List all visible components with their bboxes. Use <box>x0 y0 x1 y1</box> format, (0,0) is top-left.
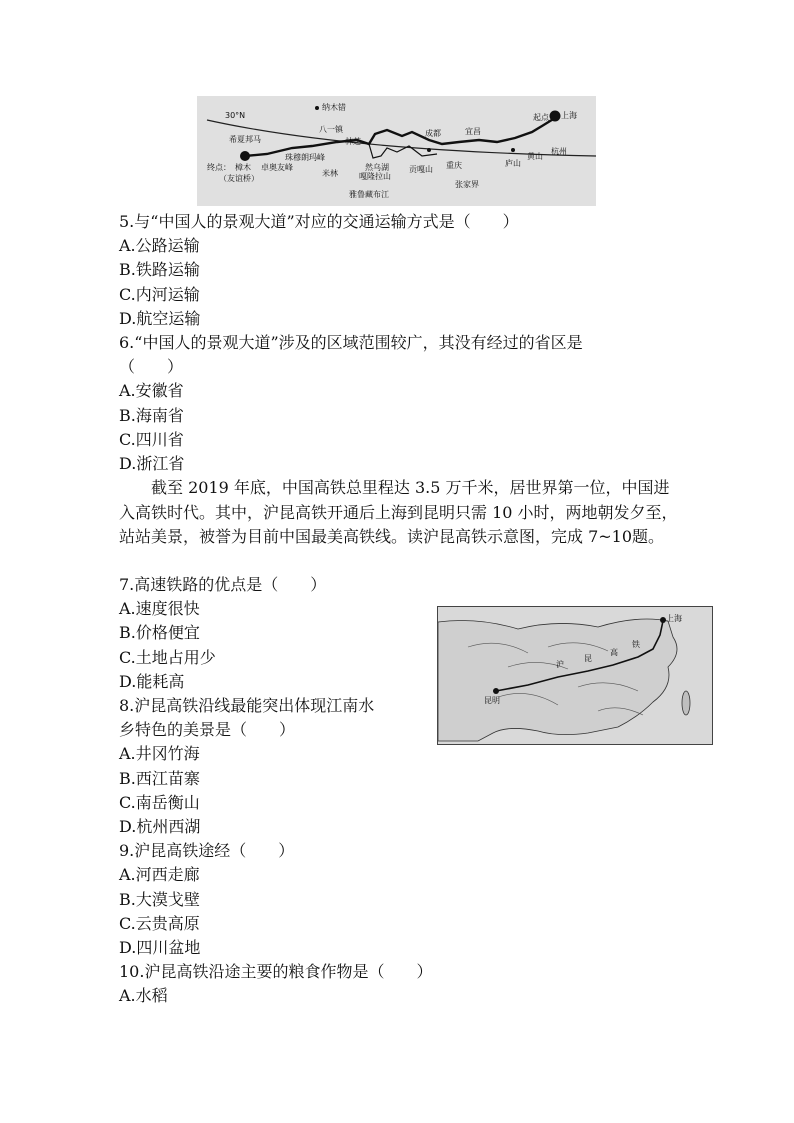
label-zhangmu: 樟木 <box>235 163 251 172</box>
end-point-marker <box>240 151 250 161</box>
label-end: 终点： <box>207 163 231 172</box>
q9-option-d: D.四川盆地 <box>119 938 201 957</box>
q8-option-b: B.西江苗寨 <box>119 769 200 788</box>
label-zhumulangmafeng: 珠穆朗玛峰 <box>285 153 325 162</box>
label-milin: 米林 <box>322 169 338 178</box>
label-xixiabangma: 希夏邦马 <box>229 135 261 144</box>
q6-stem-line2: （ ） <box>119 357 184 376</box>
q7-option-c: C.土地占用少 <box>119 648 216 667</box>
label-chengdu: 成都 <box>425 129 441 138</box>
q6-option-b: B.海南省 <box>119 406 184 425</box>
label-huangshan: 黄山 <box>527 152 543 161</box>
label-shanghai: 上海 <box>561 111 577 120</box>
label-shanghai-2: 上海 <box>666 614 682 623</box>
label-hu: 沪 <box>556 660 564 669</box>
label-bayizhen: 八一镇 <box>319 125 343 134</box>
label-ranwuhu: 然乌湖 <box>365 163 389 172</box>
label-lat: 30°N <box>225 111 246 120</box>
q8-stem-line1: 8.沪昆高铁沿线最能突出体现江南水 <box>119 696 375 715</box>
q7-option-d: D.能耗高 <box>119 672 185 691</box>
rail-map-figure <box>437 606 713 745</box>
label-linzhi: 林芝 <box>345 137 361 146</box>
q6-option-d: D.浙江省 <box>119 454 185 473</box>
route-map-svg <box>197 96 596 206</box>
label-namucuo: 纳木错 <box>322 103 346 112</box>
rail-map-svg <box>438 607 712 744</box>
label-youyiqiao: （友谊桥） <box>219 174 259 183</box>
label-yaluzangbujiang: 雅鲁藏布江 <box>349 190 389 199</box>
q6-stem-line1: 6.“中国人的景观大道”涉及的区域范围较广，其没有经过的省区是 <box>119 333 583 352</box>
label-hangzhou: 杭州 <box>551 147 567 156</box>
q8-stem-line2: 乡特色的美景是（ ） <box>119 720 296 739</box>
q7-option-b: B.价格便宜 <box>119 623 200 642</box>
q7-stem: 7.高速铁路的优点是（ ） <box>119 575 327 594</box>
passage: 截至 2019 年底，中国高铁总里程达 3.5 万千米，居世界第一位，中国进入高铁时代。其中，沪昆高铁开通后上海到昆明只需 10 小时，两地朝发夕至，站站美景，被誉为目前中国最美高铁线。读沪昆高铁示意图，完成 7~10题。 <box>119 478 678 546</box>
q10-stem: 10.沪昆高铁沿途主要的粮食作物是（ ） <box>119 962 433 981</box>
q7-option-a: A.速度很快 <box>119 599 200 618</box>
label-kun: 昆 <box>584 654 592 663</box>
namucuo-dot <box>315 106 319 110</box>
q8-option-d: D.杭州西湖 <box>119 817 201 836</box>
label-start: 起点 <box>533 113 549 122</box>
label-lushan: 庐山 <box>505 159 521 168</box>
label-zhuoaoyoufeng: 卓奥友峰 <box>261 163 293 172</box>
start-point-marker <box>550 111 561 122</box>
q6-option-a: A.安徽省 <box>119 381 184 400</box>
q9-option-c: C.云贵高原 <box>119 914 200 933</box>
label-zhangjiajie: 张家界 <box>455 180 479 189</box>
route-map-figure <box>197 96 596 206</box>
q9-option-a: A.河西走廊 <box>119 865 200 884</box>
q8-option-a: A.井冈竹海 <box>119 744 200 763</box>
label-tie: 铁 <box>632 640 640 649</box>
label-chongqing: 重庆 <box>446 161 462 170</box>
kunming-dot <box>493 688 499 694</box>
q5-option-c: C.内河运输 <box>119 285 200 304</box>
q5-stem: 5.与“中国人的景观大道”对应的交通运输方式是（ ） <box>119 212 519 231</box>
label-galalashan: 嘎隆拉山 <box>359 172 391 181</box>
label-gonggashan: 贡嘎山 <box>409 165 433 174</box>
q10-option-a: A.水稻 <box>119 986 168 1005</box>
chengdu-dot <box>427 148 431 152</box>
q8-option-c: C.南岳衡山 <box>119 793 200 812</box>
q5-option-d: D.航空运输 <box>119 309 201 328</box>
q9-option-b: B.大漠戈壁 <box>119 890 200 909</box>
lushan-dot <box>511 148 515 152</box>
taiwan-island <box>682 691 690 715</box>
label-yichang: 宜昌 <box>465 127 481 136</box>
q5-option-b: B.铁路运输 <box>119 260 200 279</box>
q9-stem: 9.沪昆高铁途经（ ） <box>119 841 295 860</box>
q5-option-a: A.公路运输 <box>119 236 200 255</box>
label-gao: 高 <box>610 648 618 657</box>
label-kunming: 昆明 <box>484 696 500 705</box>
q6-option-c: C.四川省 <box>119 430 184 449</box>
